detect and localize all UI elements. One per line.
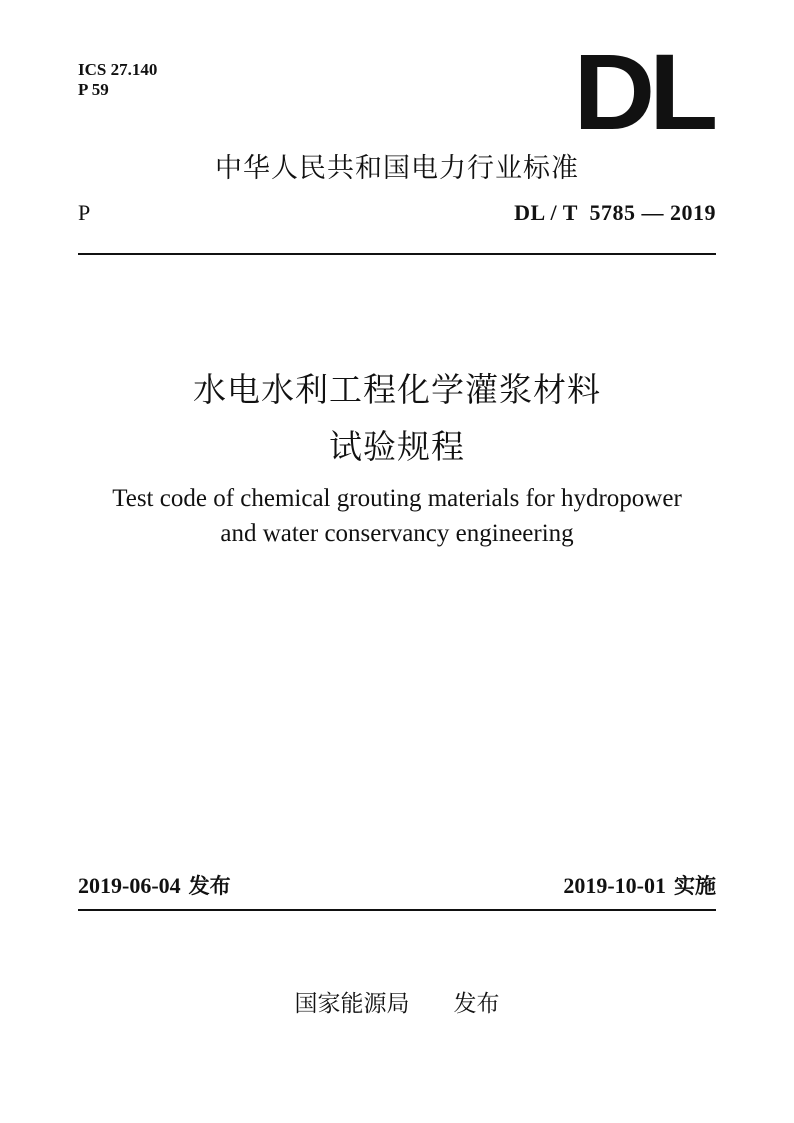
publisher-name: 国家能源局 [294,991,410,1017]
implement-date-block [563,870,716,900]
dl-logo: DL [573,31,712,152]
implement-date: 2019-10-01 [563,873,666,898]
issue-date: 2019-06-04 [78,873,181,898]
publisher-action: 发布 [453,991,500,1017]
chinese-title-line-1: 水电水利工程化学灌浆材料 [193,370,601,409]
english-title-line-1: Test code of chemical grouting materials for hydropower [112,485,682,512]
issue-label: 发布 [188,874,231,898]
ics-number: ICS 27.140 [78,60,158,79]
english-title-line-2: and water conservancy engineering [220,520,574,547]
standard-category-title: 中华人民共和国电力行业标准 [215,153,579,184]
bottom-divider [78,909,716,911]
issue-date-block [78,870,231,900]
publisher-line [0,985,794,1018]
classification-number: P 59 [78,80,109,99]
chinese-title-line-2: 试验规程 [329,427,465,466]
category-letter: P [78,200,91,225]
top-divider [78,253,716,255]
ics-code-block [78,60,157,100]
standard-number: DL / T 5785 — 2019 [514,200,716,225]
implement-label: 实施 [674,874,716,898]
